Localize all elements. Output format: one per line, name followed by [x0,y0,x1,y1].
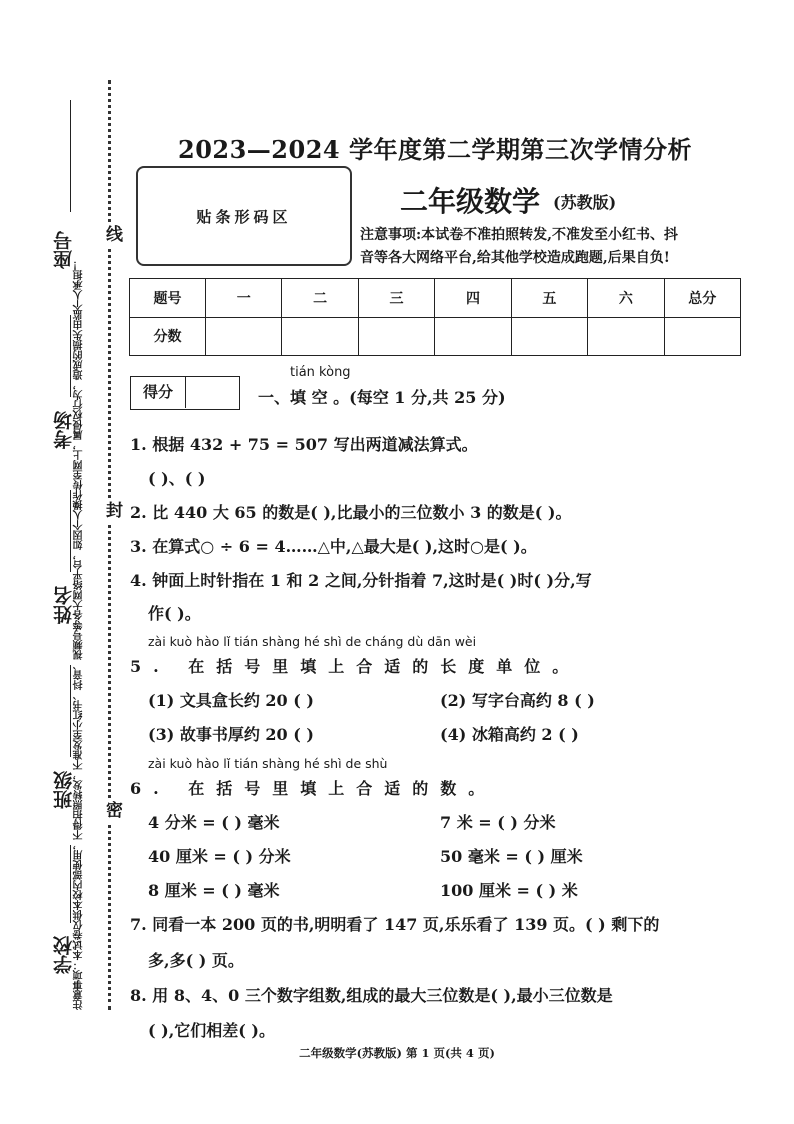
notice-line-2: 音等各大网络平台,给其他学校造成跑题,后果自负! [360,250,670,266]
score-table [129,278,741,356]
question-2[interactable]: 2. 比 440 大 65 的数是( ),比最小的三位数小 3 的数是( )。 [130,503,572,522]
question-6-item-1[interactable]: 4 分米 = ( ) 毫米 [148,813,280,832]
score-table-cell: 三 [358,279,434,318]
class-label: 班级 [53,771,75,809]
school-field[interactable] [44,925,84,985]
cut-mark-secret: 密 [106,801,123,821]
school-label: 学校 [53,936,75,974]
question-1: 1. 根据 432 + 75 = 507 写出两道减法算式。 [130,435,478,454]
question-5-item-2[interactable]: (2) 写字台高约 8 ( ) [440,691,595,710]
exam-room-field[interactable] [44,400,84,460]
school-line[interactable] [70,845,71,923]
subject-title: 二年级数学 [400,185,541,218]
question-4-line-2[interactable]: 作( )。 [148,604,201,623]
cut-line [108,80,111,1010]
question-6-pinyin: zài kuò hào lǐ tián shàng hé shì de shù [148,756,388,771]
question-5-item-4[interactable]: (4) 冰箱高约 2 ( ) [440,725,579,744]
exam-room-label: 考场 [53,411,75,449]
cut-mark-seal: 封 [106,501,123,521]
cut-mark-line: 线 [106,225,123,245]
score-cell-input[interactable] [511,317,587,356]
question-5: 5. 在括号里填上合适的长度单位。 [130,657,581,676]
score-table-cell: 一 [206,279,282,318]
question-6-item-6[interactable]: 100 厘米 = ( ) 米 [440,881,578,900]
barcode-area [136,166,352,266]
score-cell-input[interactable] [664,317,740,356]
score-row-label: 分数 [130,317,206,356]
score-table-cell: 六 [588,279,664,318]
exam-notice [360,224,746,270]
name-field[interactable] [44,575,84,635]
score-table-cell: 题号 [130,279,206,318]
name-label: 姓名 [53,586,75,624]
seat-number-label: 座号 [53,231,75,269]
score-table-cell: 四 [435,279,511,318]
question-4-line-1[interactable]: 4. 钟面上时针指在 1 和 2 之间,分针指着 7,这时是( )时( )分,写 [130,571,592,590]
question-3[interactable]: 3. 在算式○ ÷ 6 = 4……△中,△最大是( ),这时○是( )。 [130,537,537,556]
question-6-item-3[interactable]: 40 厘米 = ( ) 分米 [148,847,291,866]
question-8-line-1[interactable]: 8. 用 8、4、0 三个数字组数,组成的最大三位数是( ),最小三位数是 [130,986,613,1005]
score-cell-input[interactable] [282,317,358,356]
score-cell-input[interactable] [358,317,434,356]
score-table-score-row [130,317,741,356]
score-table-cell: 二 [282,279,358,318]
question-5-item-1[interactable]: (1) 文具盒长约 20 ( ) [148,691,314,710]
seat-number-field[interactable] [44,220,84,330]
binding-notice: 注意事项：本试卷仅供本校内部使用，不得拍照转发，不准发至小红书、抖音、视频号等各大网络平台，如因个人操作传至网上，属侵权行为，造成的损失由监个人承担！ [74,260,85,1010]
question-1-blanks[interactable]: ( )、( ) [148,469,206,488]
section-pinyin: tián kòng [290,365,351,380]
class-field[interactable] [44,760,84,820]
score-cell-input[interactable] [206,317,282,356]
section-score-label: 得分 [131,377,186,408]
class-line[interactable] [70,665,71,757]
section-title: 一、填 空 。(每空 1 分,共 25 分) [258,388,506,407]
score-table-cell: 总分 [664,279,740,318]
question-8-line-2[interactable]: ( ),它们相差( )。 [148,1021,275,1040]
score-cell-input[interactable] [435,317,511,356]
question-7-line-2[interactable]: 多,多( ) 页。 [148,951,244,970]
question-6-item-2[interactable]: 7 米 = ( ) 分米 [440,813,556,832]
barcode-label: 贴条形码区 [196,208,292,226]
question-6-item-4[interactable]: 50 毫米 = ( ) 厘米 [440,847,583,866]
score-table-header-row [130,279,741,318]
score-table-cell: 五 [511,279,587,318]
question-6-item-5[interactable]: 8 厘米 = ( ) 毫米 [148,881,280,900]
exam-title: 2023—2024 学年度第二学期第三次学情分析 [178,135,692,164]
page-footer: 二年级数学(苏教版) 第 1 页(共 4 页) [299,1046,495,1060]
question-7-line-1[interactable]: 7. 同看一本 200 页的书,明明看了 147 页,乐乐看了 139 页。( ) 剩下的 [130,915,660,934]
question-5-pinyin: zài kuò hào lǐ tián shàng hé shì de cháng dù dān wèi [148,634,477,649]
exam-room-line[interactable] [70,315,71,397]
section-score-box[interactable] [130,376,240,410]
question-6: 6. 在括号里填上合适的数。 [130,779,497,798]
name-line[interactable] [70,490,71,572]
subject-edition: (苏教版) [553,193,617,212]
notice-line-1: 注意事项:本试卷不准拍照转发,不准发至小红书、抖 [360,227,679,243]
seat-number-line[interactable] [70,100,71,212]
score-cell-input[interactable] [588,317,664,356]
question-5-item-3[interactable]: (3) 故事书厚约 20 ( ) [148,725,314,744]
